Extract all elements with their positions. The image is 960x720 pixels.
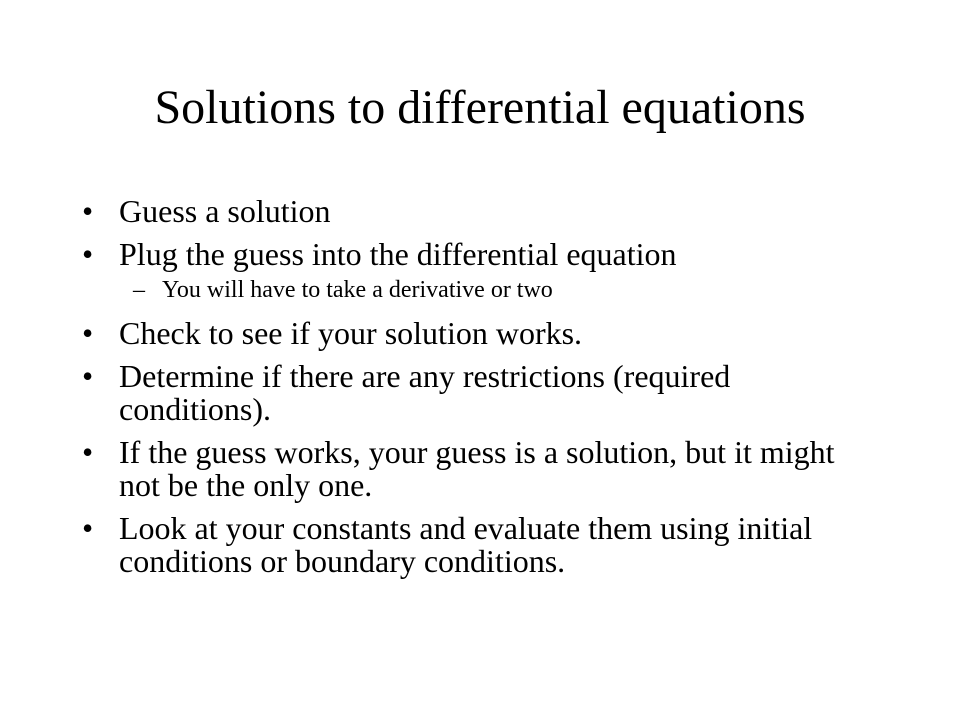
bullet-text: If the guess works, your guess is a solution, but it might not be the only one. bbox=[119, 434, 835, 503]
bullet-item-check bbox=[82, 317, 882, 350]
dash-marker: – bbox=[133, 277, 145, 303]
bullet-marker: • bbox=[82, 236, 94, 272]
sub-bullet-item-derivative bbox=[82, 277, 882, 303]
bullet-marker: • bbox=[82, 510, 94, 546]
slide-title: Solutions to differential equations bbox=[154, 81, 806, 134]
bullet-marker: • bbox=[82, 358, 94, 394]
bullet-item-constants bbox=[82, 512, 882, 578]
bullet-item-plug bbox=[82, 238, 882, 271]
bullet-list bbox=[82, 195, 882, 588]
bullet-marker: • bbox=[82, 434, 94, 470]
bullet-text: Determine if there are any restrictions (required conditions). bbox=[119, 358, 731, 427]
bullet-marker: • bbox=[82, 193, 94, 229]
bullet-item-works bbox=[82, 436, 882, 502]
bullet-marker: • bbox=[82, 315, 94, 351]
bullet-item-guess bbox=[82, 195, 882, 228]
bullet-text: Look at your constants and evaluate them using initial conditions or boundary conditions. bbox=[119, 510, 813, 579]
bullet-text: Plug the guess into the differential equation bbox=[119, 236, 677, 272]
bullet-item-restrictions bbox=[82, 360, 882, 426]
bullet-text: Check to see if your solution works. bbox=[119, 315, 583, 351]
bullet-text: Guess a solution bbox=[119, 193, 331, 229]
sub-bullet-text: You will have to take a derivative or two bbox=[162, 277, 553, 303]
